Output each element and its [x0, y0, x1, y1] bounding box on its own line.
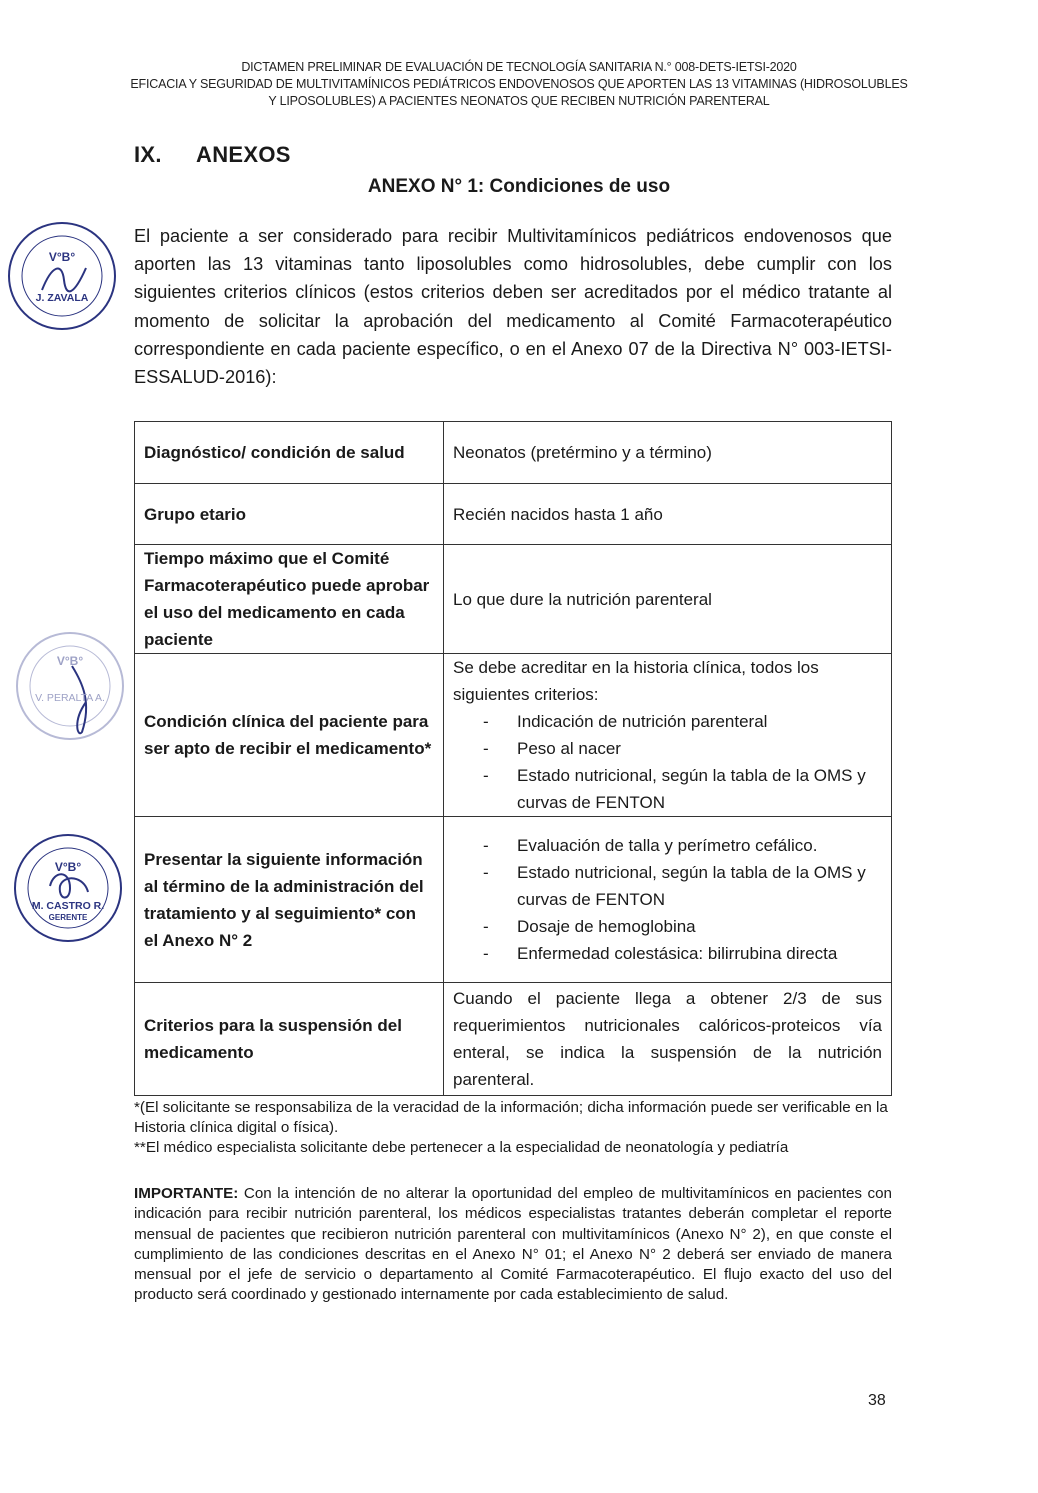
page-number: 38: [868, 1392, 886, 1409]
criteria-list: [453, 708, 882, 816]
intro-paragraph: El paciente a ser considerado para recibir Multivitamínicos pediátricos endovenosos que aporten las 13 vitaminas tanto liposolubles como hidrosolubles, debe cumplir con los siguientes criterios clínicos (estos criterios deben ser acreditados por el médico tratante al momento de solicitar la aprobación del medicamento al Comité Farmacoterapéutico correspondiente en cada paciente específico, o en el Anexo 07 de la Directiva N° 003-IETSI-ESSALUD-2016):: [134, 226, 892, 388]
table-row: [135, 983, 892, 1096]
list-item: - Indicación de nutrición parenteral: [453, 708, 882, 735]
annex-title: ANEXO N° 1: Condiciones de uso: [367, 176, 671, 197]
section-number: IX.: [134, 142, 162, 167]
section-title: [134, 142, 291, 168]
footnote-2: **El médico especialista solicitante debe pertenecer a la especialidad de neonatología y pediatría: [134, 1139, 789, 1156]
row-value: Cuando el paciente llega a obtener 2/3 de sus requerimientos nutricionales calóricos-proteicos vía enteral, se indica la suspensión de la nutrición parenteral.: [444, 983, 892, 1096]
important-paragraph: [134, 1184, 892, 1306]
row-label: Condición clínica del paciente para ser apto de recibir el medicamento*: [135, 654, 444, 817]
conditions-table: [134, 421, 892, 1096]
row-value: [444, 654, 892, 817]
criteria-intro: Se debe acreditar en la historia clínica, todos los siguientes criterios:: [453, 658, 819, 704]
approval-stamp: [14, 834, 122, 942]
row-label: Presentar la siguiente información al término de la administración del tratamiento y al seguimiento* con el Anexo N° 2: [135, 817, 444, 983]
stamp-vb: V°B°: [54, 860, 82, 874]
stamp-vb: V°B°: [48, 250, 76, 264]
stamp-name: V. PERALTA A.: [35, 692, 105, 704]
row-value: Recién nacidos hasta 1 año: [444, 484, 892, 545]
stamp-name: M. CASTRO R.: [31, 900, 105, 912]
list-item: - Dosaje de hemoglobina: [453, 913, 882, 940]
table-row: [135, 422, 892, 484]
info-list: [453, 832, 882, 967]
stamp-name: J. ZAVALA: [35, 292, 89, 304]
section-name: ANEXOS: [196, 142, 291, 167]
table-row: [135, 484, 892, 545]
header-line-3: Y LIPOSOLUBLES) A PACIENTES NEONATOS QUE RECIBEN NUTRICIÓN PARENTERAL: [268, 94, 770, 108]
stamp-vb: V°B°: [56, 654, 84, 668]
footnote-1: *(El solicitante se responsabiliza de la veracidad de la información; dicha información puede ser verificable en la Historia clínica digital o física).: [134, 1099, 888, 1136]
header-line-2: EFICACIA Y SEGURIDAD DE MULTIVITAMÍNICOS PEDIÁTRICOS ENDOVENOSOS QUE APORTEN LAS 13 VITAMINAS (HIDROSOLUBLES: [130, 77, 908, 91]
row-value: Neonatos (pretérmino y a término): [444, 422, 892, 484]
row-label: Diagnóstico/ condición de salud: [135, 422, 444, 484]
table-row: [135, 817, 892, 983]
important-text: Con la intención de no alterar la oportunidad del empleo de multivitamínicos en pacientes con indicación para recibir nutrición parenteral, los médicos especialistas tratantes deberán completar el reporte mensual de pacientes que recibieron nutrición parenteral con multivitamínicos (Anexo N° 2), en que conste el cumplimiento de las condiciones descritas en el Anexo N° 01; el Anexo N° 2 deberá ser enviado de manera mensual por el jefe de servicio o departamento al Comité Farmacoterapéutico. El flujo exacto del uso del producto será coordinado y gestionado internamente por cada establecimiento de salud.: [134, 1185, 892, 1304]
list-item: - Peso al nacer: [453, 735, 882, 762]
list-item: - Enfermedad colestásica: bilirrubina directa: [453, 940, 882, 967]
row-label: Grupo etario: [135, 484, 444, 545]
table-row: [135, 654, 892, 817]
row-label: Tiempo máximo que el Comité Farmacoterapéutico puede aprobar el uso del medicamento en cada paciente: [135, 545, 444, 654]
row-value: [444, 817, 892, 983]
approval-stamp: [16, 632, 124, 740]
list-item: - Estado nutricional, según la tabla de la OMS y curvas de FENTON: [453, 762, 882, 816]
row-label: Criterios para la suspensión del medicamento: [135, 983, 444, 1096]
list-item: - Evaluación de talla y perímetro cefálico.: [453, 832, 882, 859]
header-line-1: DICTAMEN PRELIMINAR DE EVALUACIÓN DE TECNOLOGÍA SANITARIA N.° 008-DETS-IETSI-2020: [241, 60, 797, 74]
row-value: Lo que dure la nutrición parenteral: [444, 545, 892, 654]
important-label: IMPORTANTE:: [134, 1185, 239, 1202]
table-row: [135, 545, 892, 654]
approval-stamp: [8, 222, 116, 330]
footnotes: [134, 1098, 894, 1158]
stamp-role: GERENTE: [48, 913, 88, 922]
list-item: - Estado nutricional, según la tabla de la OMS y curvas de FENTON: [453, 859, 882, 913]
